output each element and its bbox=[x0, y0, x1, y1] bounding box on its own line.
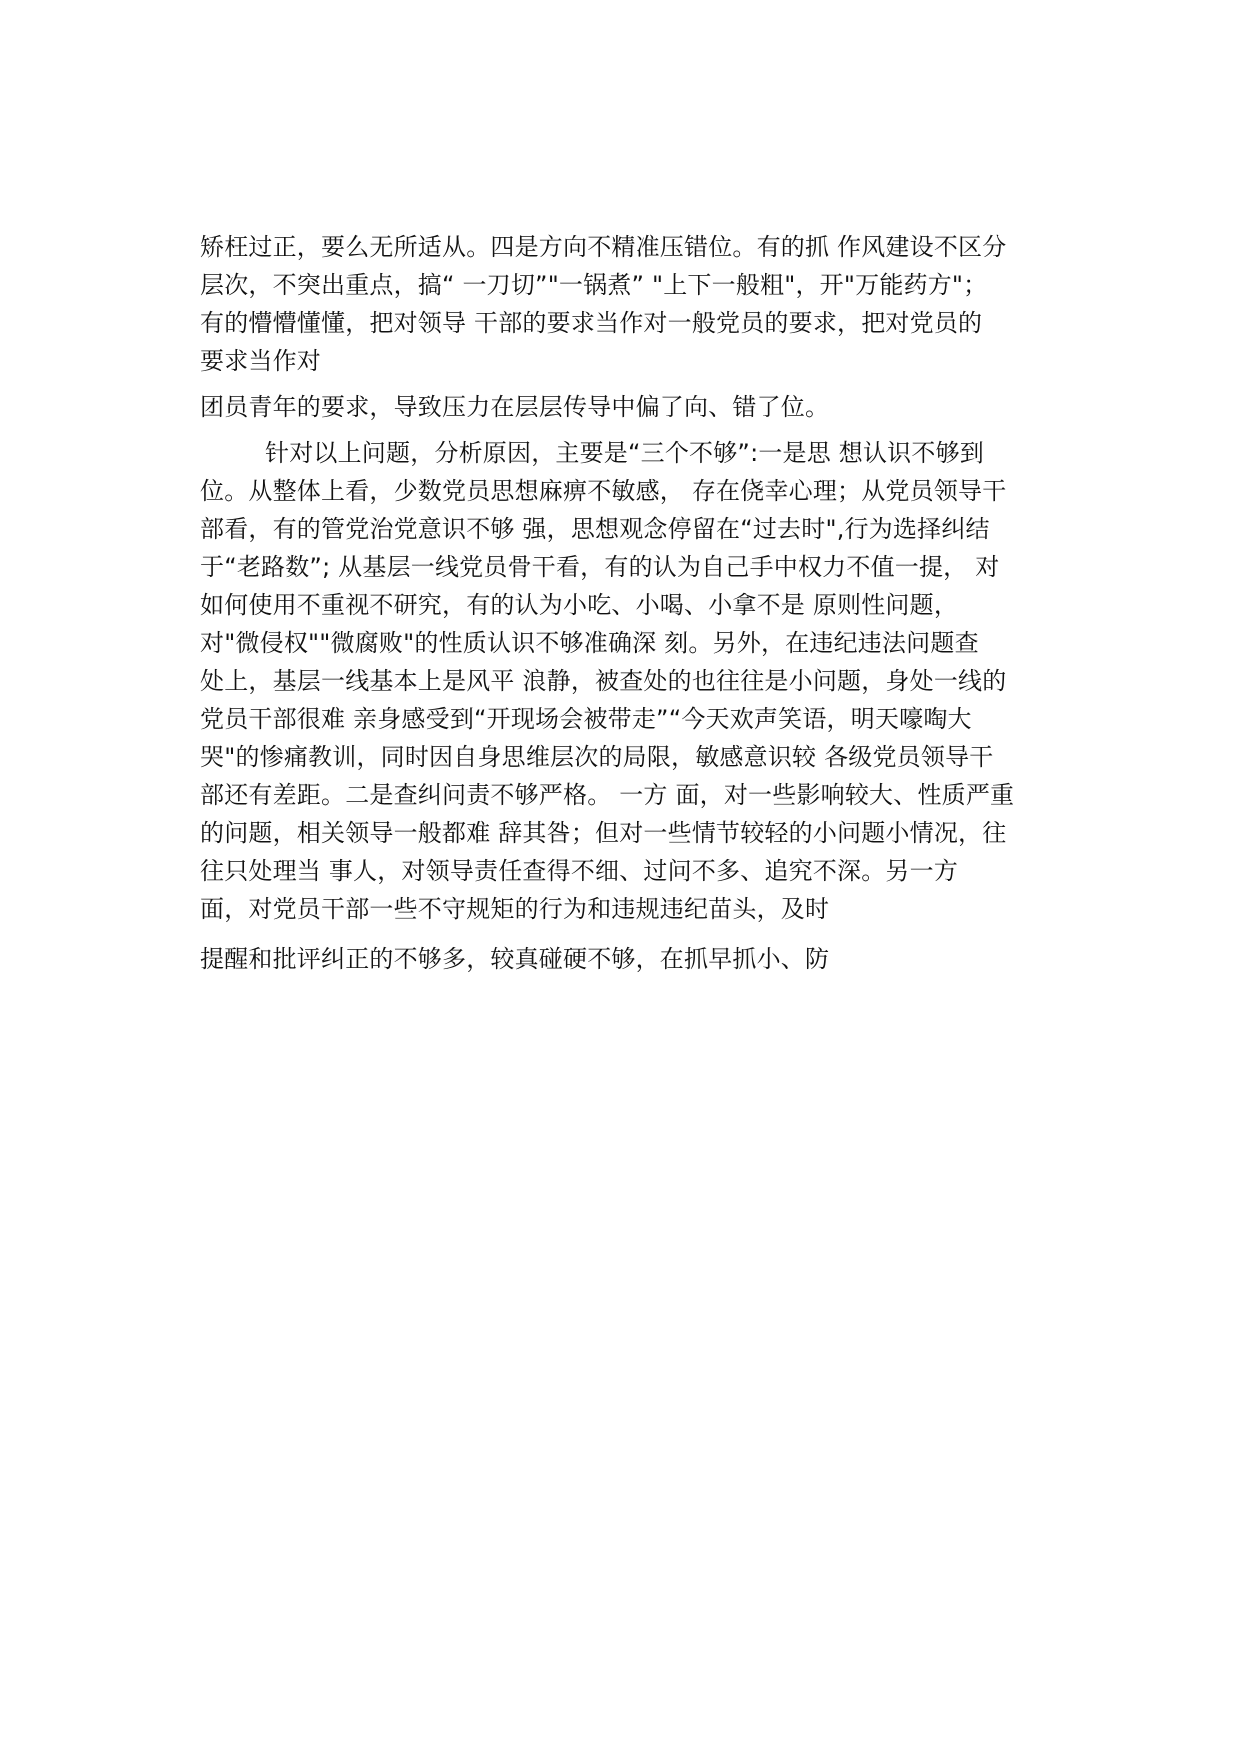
text-line-7: 位。从整体上看，少数党员思想麻痹不敏感， 存在侥幸心理；从党员领导干 bbox=[200, 477, 1007, 505]
text-line-19: 提醒和批评纠正的不够多，较真碰硬不够，在抓早抓小、防 bbox=[200, 945, 830, 973]
text-line-1: 矫枉过正，要么无所适从。四是方向不精准压错位。有的抓 作风建设不区分 bbox=[200, 233, 1007, 261]
text-line-4: 要求当作对 bbox=[200, 347, 321, 375]
text-line-18: 面，对党员干部一些不守规矩的行为和违规违纪苗头，及时 bbox=[200, 895, 830, 923]
text-line-5: 团员青年的要求，导致压力在层层传导中偏了向、错了位。 bbox=[200, 393, 830, 421]
text-line-13: 党员干部很难 亲身感受到“开现场会被带走”“今天欢声笑语，明天嚎啕大 bbox=[200, 705, 972, 733]
text-line-17: 往只处理当 事人，对领导责任查得不细、过问不多、追究不深。另一方 bbox=[200, 857, 959, 885]
text-line-12: 处上，基层一线基本上是风平 浪静，被查处的也往往是小问题，身处一线的 bbox=[200, 667, 1007, 695]
text-line-15: 部还有差距。二是查纠问责不够严格。 一方 面，对一些影响较大、性质严重 bbox=[200, 781, 1015, 809]
text-line-3: 有的懵懵懂懂，把对领导 干部的要求当作对一般党员的要求，把对党员的 bbox=[200, 309, 983, 337]
text-line-2: 层次，不突出重点，搞“ 一刀切”"一锅煮” "上下一般粗"，开"万能药方"； bbox=[200, 271, 988, 299]
text-line-8: 部看，有的管党治党意识不够 强，思想观念停留在“过去时",行为选择纠结 bbox=[200, 515, 990, 543]
text-line-11: 对"微侵权""微腐败"的性质认识不够准确深 刻。另外，在违纪违法问题查 bbox=[200, 629, 979, 657]
text-line-6: 针对以上问题，分析原因，主要是“三个不够”:一是思 想认识不够到 bbox=[265, 439, 984, 467]
text-line-16: 的问题，相关领导一般都难 辞其咎；但对一些情节较轻的小问题小情况，往 bbox=[200, 819, 1007, 847]
text-line-10: 如何使用不重视不研究，有的认为小吃、小喝、小拿不是 原则性问题， bbox=[200, 591, 959, 619]
text-line-14: 哭"的惨痛教训，同时因自身思维层次的局限，敏感意识较 各级党员领导干 bbox=[200, 743, 994, 771]
text-line-9: 于“老路数”; 从基层一线党员骨干看，有的认为自己手中权力不值一提， 对 bbox=[200, 553, 1000, 581]
